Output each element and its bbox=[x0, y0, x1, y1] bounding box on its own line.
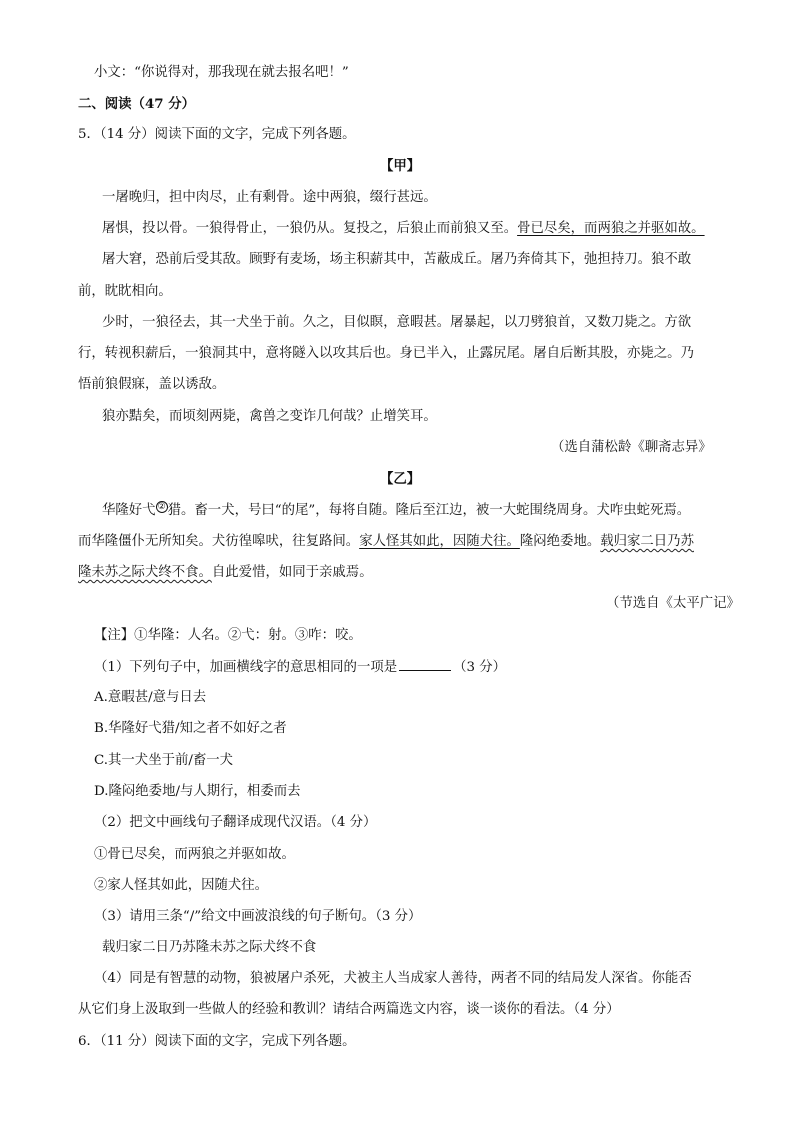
passage-text: 猎。畜一犬，号曰“的尾”，每将自随。隆后至江边，被一大蛇围绕周身。犬咋虫蛇死焉。 bbox=[167, 503, 691, 518]
section-heading-reading: 二、阅读（47 分） bbox=[78, 96, 196, 112]
passage-jia-line: 前，眈眈相向。 bbox=[78, 284, 172, 299]
passage-yi-line bbox=[78, 533, 694, 551]
passage-jia-line: 少时，一狼径去，其一犬坐于前。久之，目似瞑，意暇甚。屠暴起，以刀劈狼首，又数刀毙之。方欲 bbox=[102, 315, 692, 330]
subquestion-4-cont: 从它们身上汲取到一些做人的经验和教训？请结合两篇选文内容，谈一谈你的看法。（4 分） bbox=[78, 1002, 620, 1017]
subquestion-1 bbox=[94, 658, 506, 677]
passage-text: 自此爱惜，如同于亲戚焉。 bbox=[211, 565, 373, 580]
option-a: A.意暇甚/意与日去 bbox=[94, 690, 207, 705]
translate-item-2: ②家人怪其如此，因随犬往。 bbox=[94, 878, 269, 893]
passage-text: 而华隆僵仆无所知矣。犬彷徨嗥吠，往复路间。 bbox=[78, 534, 360, 549]
passage-jia-line bbox=[102, 220, 705, 238]
passage-yi-line bbox=[102, 502, 690, 520]
answer-blank[interactable] bbox=[399, 658, 451, 671]
subquestion-3: （3）请用三条“/”给文中画波浪线的句子断句。（3 分） bbox=[94, 909, 422, 924]
source-jia: （选自蒲松龄《聊斋志异》 bbox=[551, 440, 712, 455]
dialogue-line: 小文：“你说得对，那我现在就去报名吧！” bbox=[94, 65, 349, 80]
passage-jia-line: 屠大窘，恐前后受其敌。顾野有麦场，场主积薪其中，苫蔽成丘。屠乃奔倚其下，弛担持刀。狼不敢 bbox=[102, 252, 692, 267]
underlined-sentence-1: 骨已尽矣，而两狼之并驱如故。 bbox=[517, 221, 705, 236]
passage-text: 华隆好弋 bbox=[102, 503, 156, 518]
translate-item-1: ①骨已尽矣，而两狼之并驱如故。 bbox=[94, 847, 295, 862]
footnote-marker: ② bbox=[157, 501, 166, 512]
wavy-sentence: 隆未苏之际犬终不食。 bbox=[78, 565, 212, 580]
passage-yi-label: 【乙】 bbox=[380, 471, 421, 487]
option-c: C.其一犬坐于前/畜一犬 bbox=[94, 753, 234, 768]
question-5-heading: 5．（14 分）阅读下面的文字，完成下列各题。 bbox=[78, 127, 356, 142]
question-score: （3 分） bbox=[453, 660, 507, 675]
question-6-heading: 6．（11 分）阅读下面的文字，完成下列各题。 bbox=[78, 1034, 356, 1049]
option-b: B.华隆好弋猎/知之者不如好之者 bbox=[94, 721, 287, 736]
punctuation-sentence: 载归家二日乃苏隆未苏之际犬终不食 bbox=[102, 940, 317, 955]
passage-text: 屠惧，投以骨。一狼得骨止，一狼仍从。复投之，后狼止而前狼又至。 bbox=[102, 221, 518, 236]
passage-jia-line: 行，转视积薪后，一狼洞其中，意将隧入以攻其后也。身已半入，止露尻尾。屠自后断其股，亦毙之。乃 bbox=[78, 346, 694, 361]
passage-jia-label: 【甲】 bbox=[380, 158, 421, 174]
notes-line: 【注】①华隆：人名。②弋：射。③咋：咬。 bbox=[94, 628, 362, 643]
wavy-sentence: 载归家二日乃苏 bbox=[600, 534, 694, 549]
passage-jia-line: 悟前狼假寐，盖以诱敌。 bbox=[78, 377, 226, 392]
question-text: （1）下列句子中，加画横线字的意思相同的一项是 bbox=[94, 660, 398, 675]
passage-text: 隆闷绝委地。 bbox=[519, 534, 601, 549]
source-yi: （节选自《太平广记》 bbox=[606, 596, 740, 611]
passage-yi-line bbox=[78, 564, 373, 582]
option-d: D.隆闷绝委地/与人期行，相委而去 bbox=[94, 784, 301, 799]
passage-jia-line: 一屠晚归，担中肉尽，止有剩骨。途中两狼，缀行甚远。 bbox=[102, 190, 437, 205]
passage-jia-line: 狼亦黠矣，而顷刻两毙，禽兽之变诈几何哉？止增笑耳。 bbox=[102, 409, 437, 424]
subquestion-2: （2）把文中画线句子翻译成现代汉语。（4 分） bbox=[94, 815, 377, 830]
underlined-sentence-2: 家人怪其如此，因随犬往。 bbox=[359, 534, 520, 549]
subquestion-4: （4）同是有智慧的动物，狼被屠户杀死，犬被主人当成家人善待，两者不同的结局发人深省。你能否 bbox=[94, 971, 692, 986]
